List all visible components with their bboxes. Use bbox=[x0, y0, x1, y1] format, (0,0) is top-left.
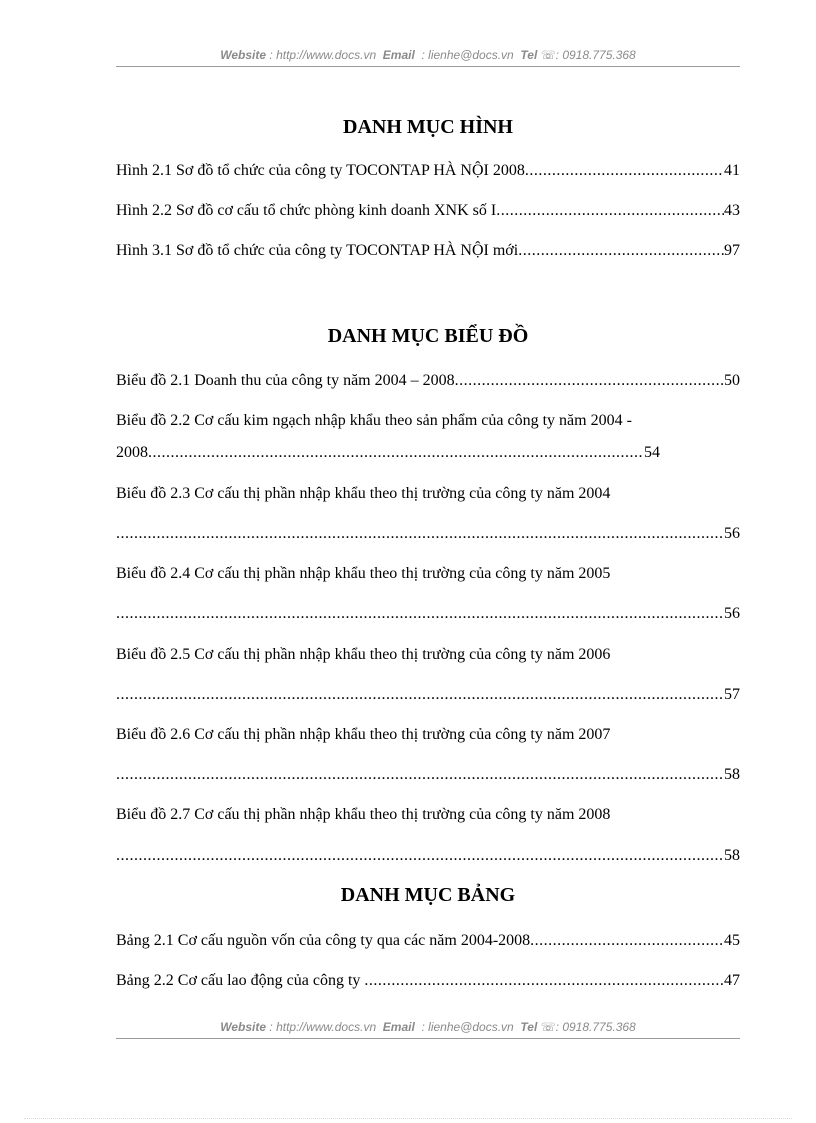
leader-dots bbox=[518, 242, 724, 260]
chart-entry-line1[interactable] bbox=[116, 806, 740, 824]
footer-email-value: : lienhe@docs.vn bbox=[421, 1020, 514, 1034]
leader-dots bbox=[116, 605, 724, 623]
entry-page: 58 bbox=[724, 847, 740, 864]
entry-text: Biểu đồ 2.1 Doanh thu của công ty năm 2004 – 2008 bbox=[116, 372, 455, 389]
figure-entry[interactable] bbox=[116, 202, 740, 220]
leader-dots bbox=[455, 372, 724, 390]
leader-dots bbox=[496, 202, 724, 220]
header-tel-value: : 0918.775.368 bbox=[555, 48, 636, 62]
charts-title: DANH MỤC BIỂU ĐỒ bbox=[327, 325, 529, 347]
entry-text: Hình 2.2 Sơ đồ cơ cấu tổ chức phòng kinh doanh XNK số I bbox=[116, 202, 497, 219]
entry-text: Biểu đồ 2.7 Cơ cấu thị phần nhập khẩu theo thị trường của công ty năm 2008 bbox=[116, 806, 611, 823]
entry-text: Biểu đồ 2.3 Cơ cấu thị phần nhập khẩu theo thị trường của công ty năm 2004 bbox=[116, 485, 611, 502]
figure-entry[interactable] bbox=[116, 162, 740, 180]
footer-email-label: Email bbox=[382, 1020, 415, 1034]
entry-text: Biểu đồ 2.6 Cơ cấu thị phần nhập khẩu theo thị trường của công ty năm 2007 bbox=[116, 726, 611, 743]
table-entry[interactable] bbox=[116, 972, 740, 990]
chart-entry[interactable] bbox=[116, 372, 740, 390]
table-entry[interactable] bbox=[116, 932, 740, 950]
footer-website-value: : http://www.docs.vn bbox=[269, 1020, 377, 1034]
entry-page: 58 bbox=[724, 766, 740, 783]
entry-page: 97 bbox=[724, 242, 740, 259]
header-rule bbox=[116, 66, 740, 67]
chart-entry-line2[interactable] bbox=[116, 525, 740, 543]
footer-tel-label: Tel bbox=[520, 1020, 538, 1034]
header-website-label: Website bbox=[220, 48, 267, 62]
entry-page: 41 bbox=[724, 162, 740, 179]
leader-dots bbox=[116, 766, 724, 784]
entry-page: 56 bbox=[724, 525, 740, 542]
entry-text: Biểu đồ 2.2 Cơ cấu kim ngạch nhập khẩu theo sản phẩm của công ty năm 2004 - bbox=[116, 412, 632, 429]
entry-text: Hình 3.1 Sơ đồ tổ chức của công ty TOCONTAP HÀ NỘI mới bbox=[116, 242, 519, 259]
footer-website-label: Website bbox=[220, 1020, 267, 1034]
page-header bbox=[116, 48, 740, 62]
phone-icon: ☏ bbox=[540, 1020, 556, 1034]
entry-page: 45 bbox=[724, 932, 740, 949]
entry-text: Bảng 2.1 Cơ cấu nguồn vốn của công ty qua các năm 2004-2008 bbox=[116, 932, 531, 949]
chart-entry-line1[interactable] bbox=[116, 412, 740, 430]
header-email-label: Email bbox=[382, 48, 415, 62]
chart-entry-line1[interactable] bbox=[116, 485, 740, 503]
chart-entry-line1[interactable] bbox=[116, 565, 740, 583]
leader-dots bbox=[364, 972, 724, 990]
entry-text: Hình 2.1 Sơ đồ tổ chức của công ty TOCONTAP HÀ NỘI 2008 bbox=[116, 162, 525, 179]
footer-rule bbox=[116, 1038, 740, 1039]
chart-entry-line2[interactable] bbox=[116, 444, 740, 462]
leader-dots bbox=[530, 932, 724, 950]
entry-page: 54 bbox=[644, 444, 660, 461]
entry-page: 43 bbox=[724, 202, 740, 219]
entry-page: 56 bbox=[724, 605, 740, 622]
entry-text-cont: 2008 bbox=[116, 444, 148, 461]
header-email-value: : lienhe@docs.vn bbox=[421, 48, 514, 62]
leader-dots bbox=[148, 444, 644, 462]
page-bottom-border bbox=[24, 1118, 792, 1119]
header-website-value: : http://www.docs.vn bbox=[269, 48, 377, 62]
figure-entry[interactable] bbox=[116, 242, 740, 260]
figures-title: DANH MỤC HÌNH bbox=[343, 116, 513, 138]
leader-dots bbox=[116, 847, 724, 865]
chart-entry-line1[interactable] bbox=[116, 726, 740, 744]
phone-icon: ☏ bbox=[540, 48, 556, 62]
chart-entry-line2[interactable] bbox=[116, 686, 740, 704]
entry-page: 50 bbox=[724, 372, 740, 389]
page-footer bbox=[116, 1020, 740, 1034]
chart-entry-line1[interactable] bbox=[116, 646, 740, 664]
chart-entry-line2[interactable] bbox=[116, 605, 740, 623]
chart-entry-line2[interactable] bbox=[116, 766, 740, 784]
chart-entry-line2[interactable] bbox=[116, 847, 740, 865]
entry-text: Biểu đồ 2.5 Cơ cấu thị phần nhập khẩu theo thị trường của công ty năm 2006 bbox=[116, 646, 611, 663]
leader-dots bbox=[525, 162, 724, 180]
tables-title: DANH MỤC BẢNG bbox=[340, 884, 516, 906]
footer-tel-value: : 0918.775.368 bbox=[555, 1020, 636, 1034]
leader-dots bbox=[116, 686, 724, 704]
entry-page: 47 bbox=[724, 972, 740, 989]
entry-page: 57 bbox=[724, 686, 740, 703]
entry-text: Biểu đồ 2.4 Cơ cấu thị phần nhập khẩu theo thị trường của công ty năm 2005 bbox=[116, 565, 611, 582]
entry-text: Bảng 2.2 Cơ cấu lao động của công ty bbox=[116, 972, 365, 989]
leader-dots bbox=[116, 525, 724, 543]
header-tel-label: Tel bbox=[520, 48, 538, 62]
